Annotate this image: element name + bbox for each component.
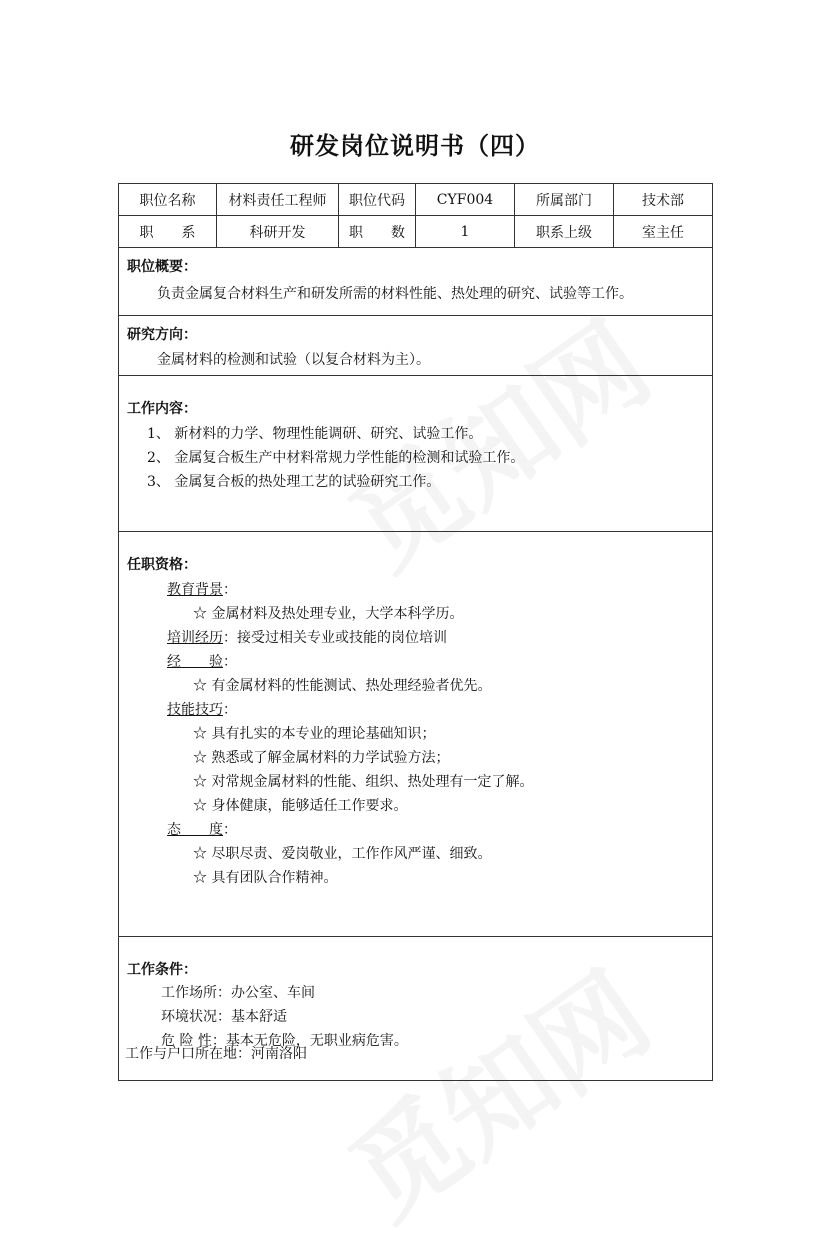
education-colon: ： xyxy=(223,582,237,598)
department-label: 所属部门 xyxy=(515,184,614,216)
experience-label: 经 验 xyxy=(167,654,223,670)
headcount-label: 职 数 xyxy=(339,216,416,248)
position-name-value: 材料责任工程师 xyxy=(217,184,339,216)
work-content-item: 1、 新材料的力学、物理性能调研、研究、试验工作。 xyxy=(147,426,483,442)
job-family-label: 职 系 xyxy=(119,216,217,248)
education-item: ☆ 金属材料及热处理专业，大学本科学历。 xyxy=(193,606,464,622)
position-code-label: 职位代码 xyxy=(339,184,416,216)
overview-text: 负责金属复合材料生产和研发所需的材料性能、热处理的研究、试验等工作。 xyxy=(157,286,633,302)
skills-item: ☆ 对常规金属材料的性能、组织、热处理有一定了解。 xyxy=(193,774,534,790)
position-code-value: CYF004 xyxy=(416,184,515,216)
research-section xyxy=(119,316,713,376)
work-content-item: 3、 金属复合板的热处理工艺的试验研究工作。 xyxy=(147,474,441,490)
attitude-row xyxy=(127,818,704,842)
conditions-label: 工作条件： xyxy=(127,962,197,978)
supervisor-label: 职系上级 xyxy=(515,216,614,248)
conditions-item: 工作场所：办公室、车间 xyxy=(161,985,315,1001)
work-content-section xyxy=(119,376,713,532)
overview-label: 职位概要： xyxy=(127,259,197,275)
skills-colon: ： xyxy=(223,702,237,718)
experience-colon: ： xyxy=(223,654,237,670)
skills-item: ☆ 具有扎实的本专业的理论基础知识； xyxy=(193,726,436,742)
skills-row xyxy=(127,698,704,722)
job-family-value: 科研开发 xyxy=(217,216,339,248)
qualifications-label: 任职资格： xyxy=(127,557,197,573)
experience-item: ☆ 有金属材料的性能测试、热处理经验者优先。 xyxy=(193,678,492,694)
education-label: 教育背景 xyxy=(167,582,223,598)
position-name-label: 职位名称 xyxy=(119,184,217,216)
training-text: ：接受过相关专业或技能的岗位培训 xyxy=(223,630,447,646)
qualifications-section xyxy=(119,532,713,937)
attitude-label: 态 度 xyxy=(167,822,223,838)
attitude-colon: ： xyxy=(223,822,237,838)
skills-label: 技能技巧 xyxy=(167,702,223,718)
training-row xyxy=(127,626,704,650)
work-content-item: 2、 金属复合板生产中材料常规力学性能的检测和试验工作。 xyxy=(147,450,525,466)
job-description-table xyxy=(118,183,713,1081)
supervisor-value: 室主任 xyxy=(614,216,713,248)
skills-item: ☆ 身体健康，能够适任工作要求。 xyxy=(193,798,408,814)
department-value: 技术部 xyxy=(614,184,713,216)
work-content-label: 工作内容： xyxy=(127,401,197,417)
headcount-value: 1 xyxy=(416,216,515,248)
work-location-note: 工作与户口所在地：河南洛阳 xyxy=(125,1046,307,1062)
attitude-item: ☆ 尽职尽责、爱岗敬业，工作作风严谨、细致。 xyxy=(193,846,492,862)
research-text: 金属材料的检测和试验（以复合材料为主）。 xyxy=(157,352,430,368)
attitude-item: ☆ 具有团队合作精神。 xyxy=(193,870,338,886)
header-row-1 xyxy=(119,184,713,216)
header-row-2 xyxy=(119,216,713,248)
skills-item: ☆ 熟悉或了解金属材料的力学试验方法； xyxy=(193,750,450,766)
education-row xyxy=(127,578,704,602)
conditions-item: 环境状况：基本舒适 xyxy=(161,1009,287,1025)
experience-row xyxy=(127,650,704,674)
overview-section xyxy=(119,248,713,316)
page-title: 研发岗位说明书（四） xyxy=(290,132,540,160)
training-label: 培训经历 xyxy=(167,630,223,646)
research-label: 研究方向： xyxy=(127,327,197,343)
conditions-item: 危 险 性：基本无危险，无职业病危害。 xyxy=(161,1033,408,1049)
